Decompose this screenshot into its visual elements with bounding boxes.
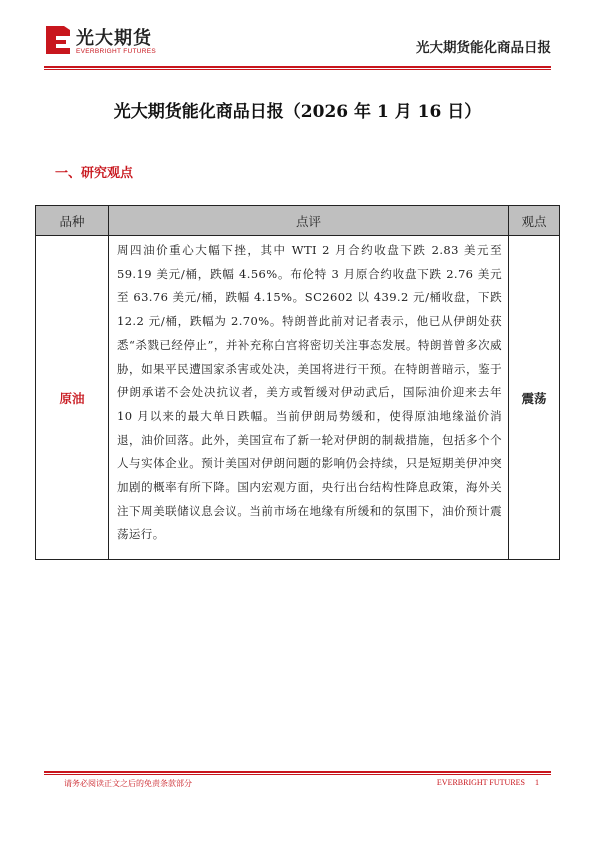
row-category: 原油 <box>36 236 109 560</box>
table-header-row <box>36 206 560 236</box>
logo-name: 光大期货 <box>76 28 152 49</box>
research-table <box>35 205 560 560</box>
company-logo <box>44 22 184 62</box>
logo-mark-icon <box>44 24 72 56</box>
section-heading: 一、研究观点 <box>55 166 134 181</box>
header-divider <box>44 66 551 68</box>
header-view: 观点 <box>509 206 560 236</box>
document-title: 光大期货能化商品日报（2026 年 1 月 16 日） <box>113 102 482 122</box>
logo-subtitle: EVERBRIGHT FUTURES <box>76 48 157 55</box>
footer-disclaimer: 请务必阅读正文之后的免责条款部分 <box>64 779 192 788</box>
header-divider-thin <box>44 69 551 70</box>
page-number: 1 <box>535 778 539 787</box>
footer-divider <box>44 771 551 773</box>
header-category: 品种 <box>36 206 109 236</box>
footer-divider-thin <box>44 774 551 775</box>
row-comment: 周四油价重心大幅下挫，其中 WTI 2 月合约收盘下跌 2.83 美元至 59.19 美元/桶，跌幅 4.56%。布伦特 3 月原合约收盘下跌 2.76 美元至 63.76 美元/桶，跌幅 4.15%。SC2602 以 439.2 元/桶收盘，下跌 12.2 元/桶，跌幅为 2.70%。特朗普此前对记者表示，他已从伊朗处获悉“杀戮已经停止”，并补充称白宫将密切关注事态发展。特朗普曾多次威胁，如果平民遭国家杀害或处决，美国将进行干预。在特朗普暗示，鉴于伊朗承诺不会处决抗议者，美方或暂缓对伊动武后，国际油价迎来去年 10 月以来的最大单日跌幅。当前伊朗局势缓和，使得原油地缘溢价消退，油价回落。此外，美国宣布了新一轮对伊朗的制裁措施，包括多个个人与实体企业。预计美国对伊朗问题的影响仍会持续，只是短期美伊冲突加剧的概率有所下降。国内宏观方面，央行出台结构性降息政策，海外关注下周美联储议息会议。当前市场在地缘有所缓和的氛围下，油价预计震荡运行。 <box>109 236 509 560</box>
row-view: 震荡 <box>509 236 560 560</box>
header-report-title: 光大期货能化商品日报 <box>416 40 551 56</box>
header-comment: 点评 <box>109 206 509 236</box>
footer-brand: EVERBRIGHT FUTURES <box>436 778 525 787</box>
footer-brand-block <box>437 778 539 787</box>
table-row <box>36 236 560 560</box>
